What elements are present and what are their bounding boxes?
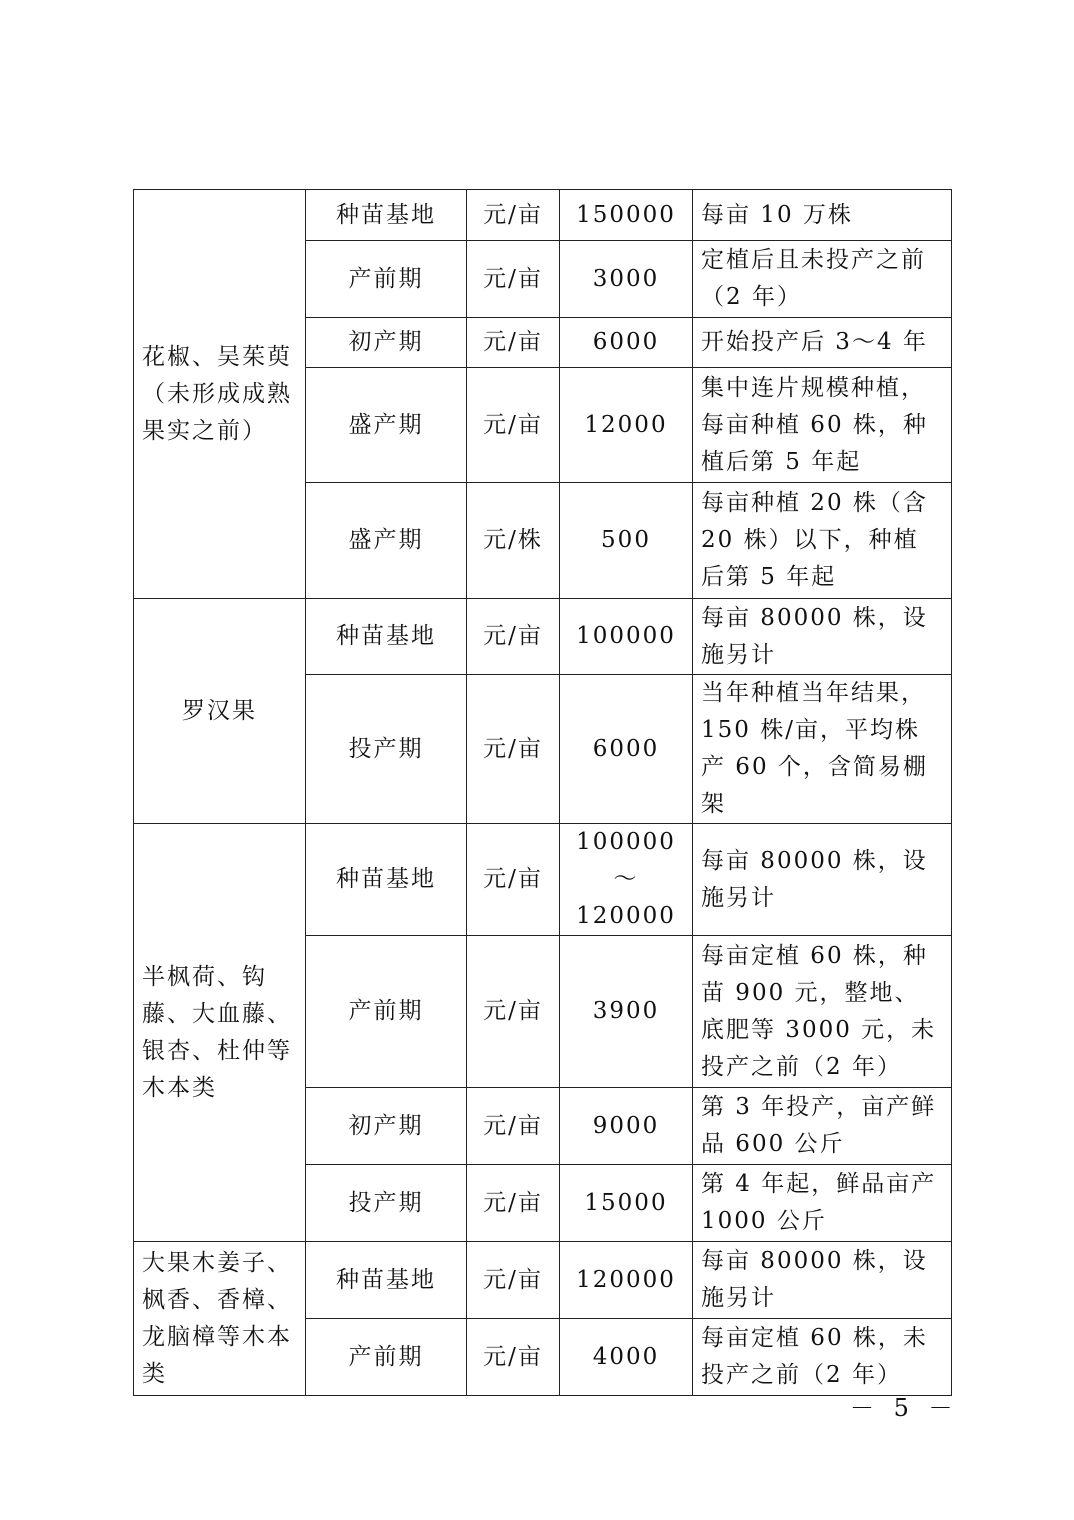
unit-cell: 元/亩 [467, 1242, 560, 1319]
page-number: － 5 － [850, 1394, 959, 1422]
note-cell: 当年种植当年结果，150 株/亩，平均株产 60 个，含简易棚架 [693, 675, 952, 824]
table-row [134, 824, 952, 936]
note-cell: 每亩定植 60 株，种苗 900 元，整地、底肥等 3000 元，未投产之前（2 年） [693, 936, 952, 1088]
stage-cell: 种苗基地 [306, 190, 467, 241]
note-cell: 第 4 年起，鲜品亩产 1000 公斤 [693, 1165, 952, 1242]
amount-cell: 6000 [560, 318, 693, 368]
note-cell: 每亩 80000 株，设施另计 [693, 824, 952, 936]
amount-cell: 15000 [560, 1165, 693, 1242]
stage-cell: 投产期 [306, 1165, 467, 1242]
stage-cell: 产前期 [306, 936, 467, 1088]
amount-cell: 150000 [560, 190, 693, 241]
unit-cell: 元/亩 [467, 190, 560, 241]
amount-cell: 100000～120000 [560, 824, 693, 936]
amount-cell: 9000 [560, 1088, 693, 1165]
unit-cell: 元/亩 [467, 599, 560, 675]
stage-cell: 种苗基地 [306, 824, 467, 936]
category-cell: 花椒、吴茱萸（未形成成熟果实之前） [134, 190, 306, 599]
note-cell: 每亩种植 20 株（含 20 株）以下，种植后第 5 年起 [693, 483, 952, 599]
stage-cell: 盛产期 [306, 368, 467, 483]
amount-cell: 3900 [560, 936, 693, 1088]
note-cell: 开始投产后 3～4 年 [693, 318, 952, 368]
compensation-table [133, 189, 952, 1396]
table-row [134, 190, 952, 241]
amount-cell: 500 [560, 483, 693, 599]
amount-cell: 3000 [560, 241, 693, 318]
category-cell: 罗汉果 [134, 599, 306, 824]
unit-cell: 元/株 [467, 483, 560, 599]
unit-cell: 元/亩 [467, 1088, 560, 1165]
table-row [134, 1242, 952, 1319]
note-cell: 第 3 年投产，亩产鲜品 600 公斤 [693, 1088, 952, 1165]
note-cell: 定植后且未投产之前（2 年） [693, 241, 952, 318]
stage-cell: 盛产期 [306, 483, 467, 599]
stage-cell: 投产期 [306, 675, 467, 824]
category-cell: 半枫荷、钩藤、大血藤、银杏、杜仲等木本类 [134, 824, 306, 1242]
stage-cell: 产前期 [306, 1319, 467, 1396]
amount-cell: 4000 [560, 1319, 693, 1396]
stage-cell: 种苗基地 [306, 1242, 467, 1319]
table-row [134, 599, 952, 675]
unit-cell: 元/亩 [467, 1319, 560, 1396]
stage-cell: 初产期 [306, 318, 467, 368]
unit-cell: 元/亩 [467, 936, 560, 1088]
note-cell: 每亩定植 60 株，未投产之前（2 年） [693, 1319, 952, 1396]
note-cell: 集中连片规模种植，每亩种植 60 株，种植后第 5 年起 [693, 368, 952, 483]
category-cell: 大果木姜子、枫香、香樟、龙脑樟等木本类 [134, 1242, 306, 1396]
unit-cell: 元/亩 [467, 368, 560, 483]
unit-cell: 元/亩 [467, 241, 560, 318]
amount-cell: 120000 [560, 1242, 693, 1319]
note-cell: 每亩 80000 株，设施另计 [693, 1242, 952, 1319]
amount-cell: 6000 [560, 675, 693, 824]
note-cell: 每亩 10 万株 [693, 190, 952, 241]
amount-cell: 12000 [560, 368, 693, 483]
unit-cell: 元/亩 [467, 675, 560, 824]
amount-cell: 100000 [560, 599, 693, 675]
stage-cell: 产前期 [306, 241, 467, 318]
unit-cell: 元/亩 [467, 1165, 560, 1242]
unit-cell: 元/亩 [467, 318, 560, 368]
unit-cell: 元/亩 [467, 824, 560, 936]
note-cell: 每亩 80000 株，设施另计 [693, 599, 952, 675]
stage-cell: 初产期 [306, 1088, 467, 1165]
stage-cell: 种苗基地 [306, 599, 467, 675]
